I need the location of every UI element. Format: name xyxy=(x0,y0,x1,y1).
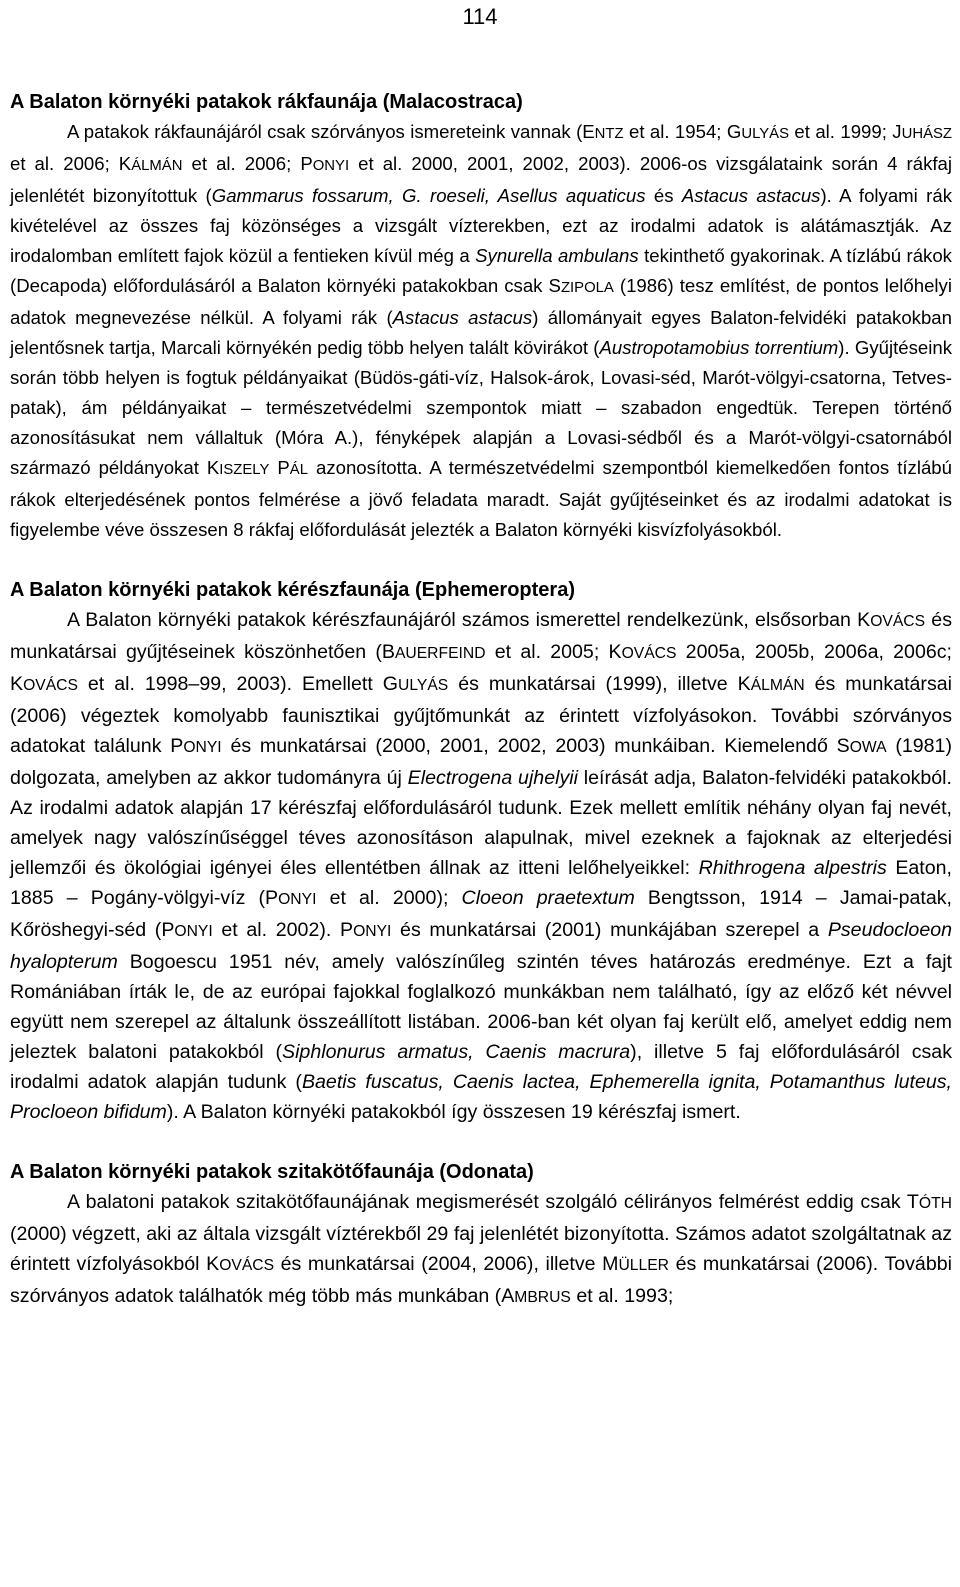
text-run: ). A Balaton környéki patakokból így összesen 19 kérészfaj ismert. xyxy=(166,1101,741,1123)
section-title: A Balaton környéki patakok szitakötőfaunája (Odonata) xyxy=(10,1161,534,1183)
species-name: Baetis fuscatus, Caenis lactea, Ephemerella ignita, Potamanthus luteus, Procloeon bifidum xyxy=(10,1071,952,1123)
text-run: Bengtsson, 1914 – Jamai-patak, Kőröshegyi-séd (P xyxy=(10,887,952,941)
section-title: A Balaton környéki patakok rákfaunája (Malacostraca) xyxy=(10,91,523,113)
text-run: 2005a, 2005b, 2006a, 2006c; K xyxy=(10,641,952,695)
author-name-smallcaps: ONYI xyxy=(183,739,222,756)
text-run: et al. 2005; K xyxy=(485,641,622,663)
text-run: et al. 1998–99, 2003). Emellett G xyxy=(77,673,399,695)
page-number: 114 xyxy=(462,4,498,29)
author-name-smallcaps: ONYI xyxy=(278,891,317,908)
text-run: et al. 2006; K xyxy=(10,153,132,174)
author-name-smallcaps: ULYÁS xyxy=(741,126,790,142)
text-run: és munkatársai (1999), illetve K xyxy=(448,673,751,695)
author-name-smallcaps: ÁLMÁN xyxy=(750,677,805,694)
author-name-smallcaps: OVÁCS xyxy=(621,645,677,662)
text-run: (1981) dolgozata, amelyben az akkor tudományra új xyxy=(10,735,952,789)
author-name-smallcaps: ÁL xyxy=(289,462,308,478)
text-run: et al. 1954; G xyxy=(623,121,742,142)
species-name: Siphlonurus armatus, Caenis macrura xyxy=(282,1041,631,1063)
text-run: et al. 2000, 2001, 2002, 2003). 2006-os vizsgálataink során 4 rákfaj jelenlétét bizonyítottuk ( xyxy=(10,153,953,206)
author-name-smallcaps: OVÁCS xyxy=(870,613,926,630)
text-run: et al. 2000); xyxy=(316,887,462,909)
author-name-smallcaps: MBRUS xyxy=(514,1289,571,1306)
author-name-smallcaps: ÁLMÁN xyxy=(131,158,183,174)
species-name: Pseudocloeon hyalopterum xyxy=(10,919,953,973)
author-name-smallcaps: ONYI xyxy=(174,923,213,940)
species-name: Cloeon praetextum xyxy=(461,887,635,909)
text-run: Bogoescu 1951 név, amely valószínűleg szintén téves határozás eredménye. Ezt a fajt Romániában írták le, de az európai fajokkal foglalkozó munkákban nem található, így az előző két névvel együtt nem szerepel az általunk összeállított listában. 2006-ban két olyan faj került elő, amelyet eddig nem jeleztek balatoni patakokból ( xyxy=(10,951,952,1063)
species-name: Electrogena ujhelyii xyxy=(407,767,578,789)
section-mayfly xyxy=(10,575,952,1127)
author-name-smallcaps: AUERFEIND xyxy=(394,645,486,662)
author-name-smallcaps: OVÁCS xyxy=(23,677,78,694)
text-run: és munkatársai (2000, 2001, 2002, 2003) munkáiban. Kiemelendő S xyxy=(221,735,850,757)
text-run: és munkatársai (2001) munkájában szerepel a xyxy=(391,919,828,941)
author-name-smallcaps: ONYI xyxy=(353,923,392,940)
section-paragraph xyxy=(10,1187,952,1313)
text-run: ) állományait egyes Balaton-felvidéki patakokban jelentősnek tartja, Marcali környékén pedig több helyen talált kövirákot ( xyxy=(10,307,952,358)
text-run: et al. 1999; J xyxy=(789,121,902,142)
species-name: Rhithrogena alpestris xyxy=(698,857,887,879)
author-name-smallcaps: NTZ xyxy=(594,126,624,142)
text-run: Eaton, 1885 – Pogány-völgyi-víz (P xyxy=(10,857,952,909)
section-paragraph xyxy=(10,605,952,1127)
text-run: leírását adja, Balaton-felvidéki patakokból. Az irodalmi adatok alapján 17 kérészfaj előfordulásáról tudunk. Ezek mellett említik néhány olyan faj nevét, amelyek nagy valószínűséggel téves azonosításon alapulnak, mivel ezeknek a fajoknak az elterjedési jellemzői és ökológiai igényei éles ellentétben állnak az itteni lelőhelyeikkel: xyxy=(10,767,952,879)
author-name-smallcaps: ONYI xyxy=(312,158,350,174)
text-run: és munkatársai (2006) végeztek komolyabb faunisztikai gyűjtőmunkát az érintett vízfolyásokon. További szórványos adatokat találunk P xyxy=(10,673,953,757)
text-run: P xyxy=(269,457,290,478)
page-body xyxy=(10,87,952,1313)
text-run: A balatoni patakok szitakötőfaunájának megismerését szolgáló célirányos felmérést eddig csak T xyxy=(67,1191,919,1213)
section-paragraph xyxy=(10,117,952,545)
text-run: et al. 2006; P xyxy=(182,153,313,174)
author-name-smallcaps: ÜLLER xyxy=(618,1257,669,1274)
species-name: Gammarus fossarum, G. roeseli, Asellus aquaticus xyxy=(211,185,646,206)
text-run: és munkatársai (2006). További szórványos adatok találhatók még több más munkában (A xyxy=(10,1253,952,1307)
author-name-smallcaps: ZIPOLA xyxy=(560,280,614,296)
species-name: Astacus astacus xyxy=(392,307,533,328)
text-run: és xyxy=(645,185,682,206)
author-name-smallcaps: ULYÁS xyxy=(398,677,449,694)
species-name: Austropotamobius torrentium xyxy=(599,337,839,358)
text-run: és munkatársai gyűjtéseinek köszönhetően (B xyxy=(10,609,953,663)
text-run: (2000) végzett, aki az általa vizsgált víztérekből 29 faj jelenlétét bizonyította. Számos adatot szolgáltatnak az érintett vízfolyásokból K xyxy=(10,1223,952,1275)
text-run: és munkatársai (2004, 2006), illetve M xyxy=(274,1253,619,1275)
text-run: et al. 1993; xyxy=(570,1285,674,1307)
author-name-smallcaps: ISZELY xyxy=(219,462,270,478)
text-run: ), illetve 5 faj előfordulásáról csak irodalmi adatok alapján tudunk ( xyxy=(10,1041,953,1093)
text-run: A Balaton környéki patakok kérészfaunájáról számos ismerettel rendelkezünk, elsősorban K xyxy=(67,609,871,631)
text-run: azonosította. A természetvédelmi szempontból kiemelkedően fontos tízlábú rákok elterjedésének pontos felmérése a jövő feladata maradt. Saját gyűjtéseinket és az irodalmi adatokat is figyelembe véve összesen 8 rákfaj előfordulását jelezték a Balaton környéki kisvízfolyásokból. xyxy=(10,457,952,540)
species-name: Astacus astacus xyxy=(681,185,821,206)
section-crayfish xyxy=(10,87,952,545)
author-name-smallcaps: OVÁCS xyxy=(219,1257,275,1274)
author-name-smallcaps: ÓTH xyxy=(918,1195,952,1212)
species-name: Synurella ambulans xyxy=(475,245,639,266)
text-run: ). A folyami rák kivételével az összes faj közönséges a vizsgált vízterekben, ezt az irodalmi adatok is alátámasztják. Az irodalomban említett fajok közül a fentieken kívül még a xyxy=(10,185,952,266)
text-run: tekinthető gyakorinak. A tízlábú rákok (Decapoda) előfordulásáról a Balaton környéki patakokban csak S xyxy=(10,245,952,296)
text-run: (1986) tesz említést, de pontos lelőhelyi adatok megnevezése nélkül. A folyami rák ( xyxy=(10,275,952,328)
text-run: A patakok rákfaunájáról csak szórványos ismereteink vannak (E xyxy=(67,121,595,142)
author-name-smallcaps: UHÁSZ xyxy=(901,126,952,142)
author-name-smallcaps: OWA xyxy=(849,739,887,756)
text-run: et al. 2002). P xyxy=(212,919,354,941)
section-dragonfly xyxy=(10,1157,952,1313)
section-title: A Balaton környéki patakok kérészfaunája (Ephemeroptera) xyxy=(10,579,575,601)
text-run: ). Gyűjtéseink során több helyen is fogtuk példányaikat (Büdös-gáti-víz, Halsok-árok, Lovasi-séd, Marót-völgyi-csatorna, Tetves-patak), ám példányaikat – természetvédelmi szempontok miatt – szabadon engedtük. Terepen történő azonosításukat nem vállaltuk (Móra A.), fényképek alapján a Lovasi-sédből és a Marót-völgyi-csatornából származó példányokat K xyxy=(10,337,953,478)
